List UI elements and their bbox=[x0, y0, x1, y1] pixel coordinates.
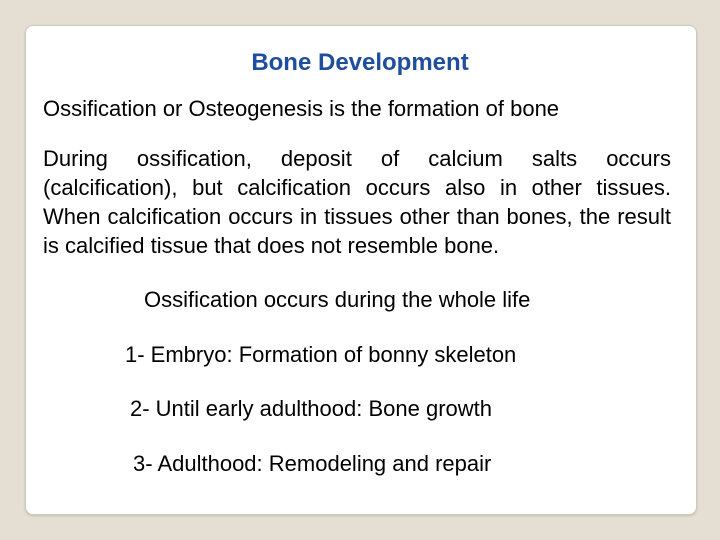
stage-item-early-adulthood: 2- Until early adulthood: Bone growth bbox=[130, 396, 492, 421]
stage-item-adulthood: 3- Adulthood: Remodeling and repair bbox=[133, 451, 492, 476]
slide-title: Bone Development bbox=[251, 49, 469, 76]
calcification-paragraph: During ossification, deposit of calcium salts occurs (calcification), but calcification occurs also in other tissues. When calcification occurs in tissues other than bones, the result is calcified tissue that does not resemble bone. bbox=[43, 146, 671, 258]
intro-text: Ossification or Osteogenesis is the formation of bone bbox=[43, 96, 560, 121]
stage-item-embryo: 1- Embryo: Formation of bonny skeleton bbox=[125, 342, 517, 367]
life-statement: Ossification occurs during the whole life bbox=[144, 287, 531, 312]
